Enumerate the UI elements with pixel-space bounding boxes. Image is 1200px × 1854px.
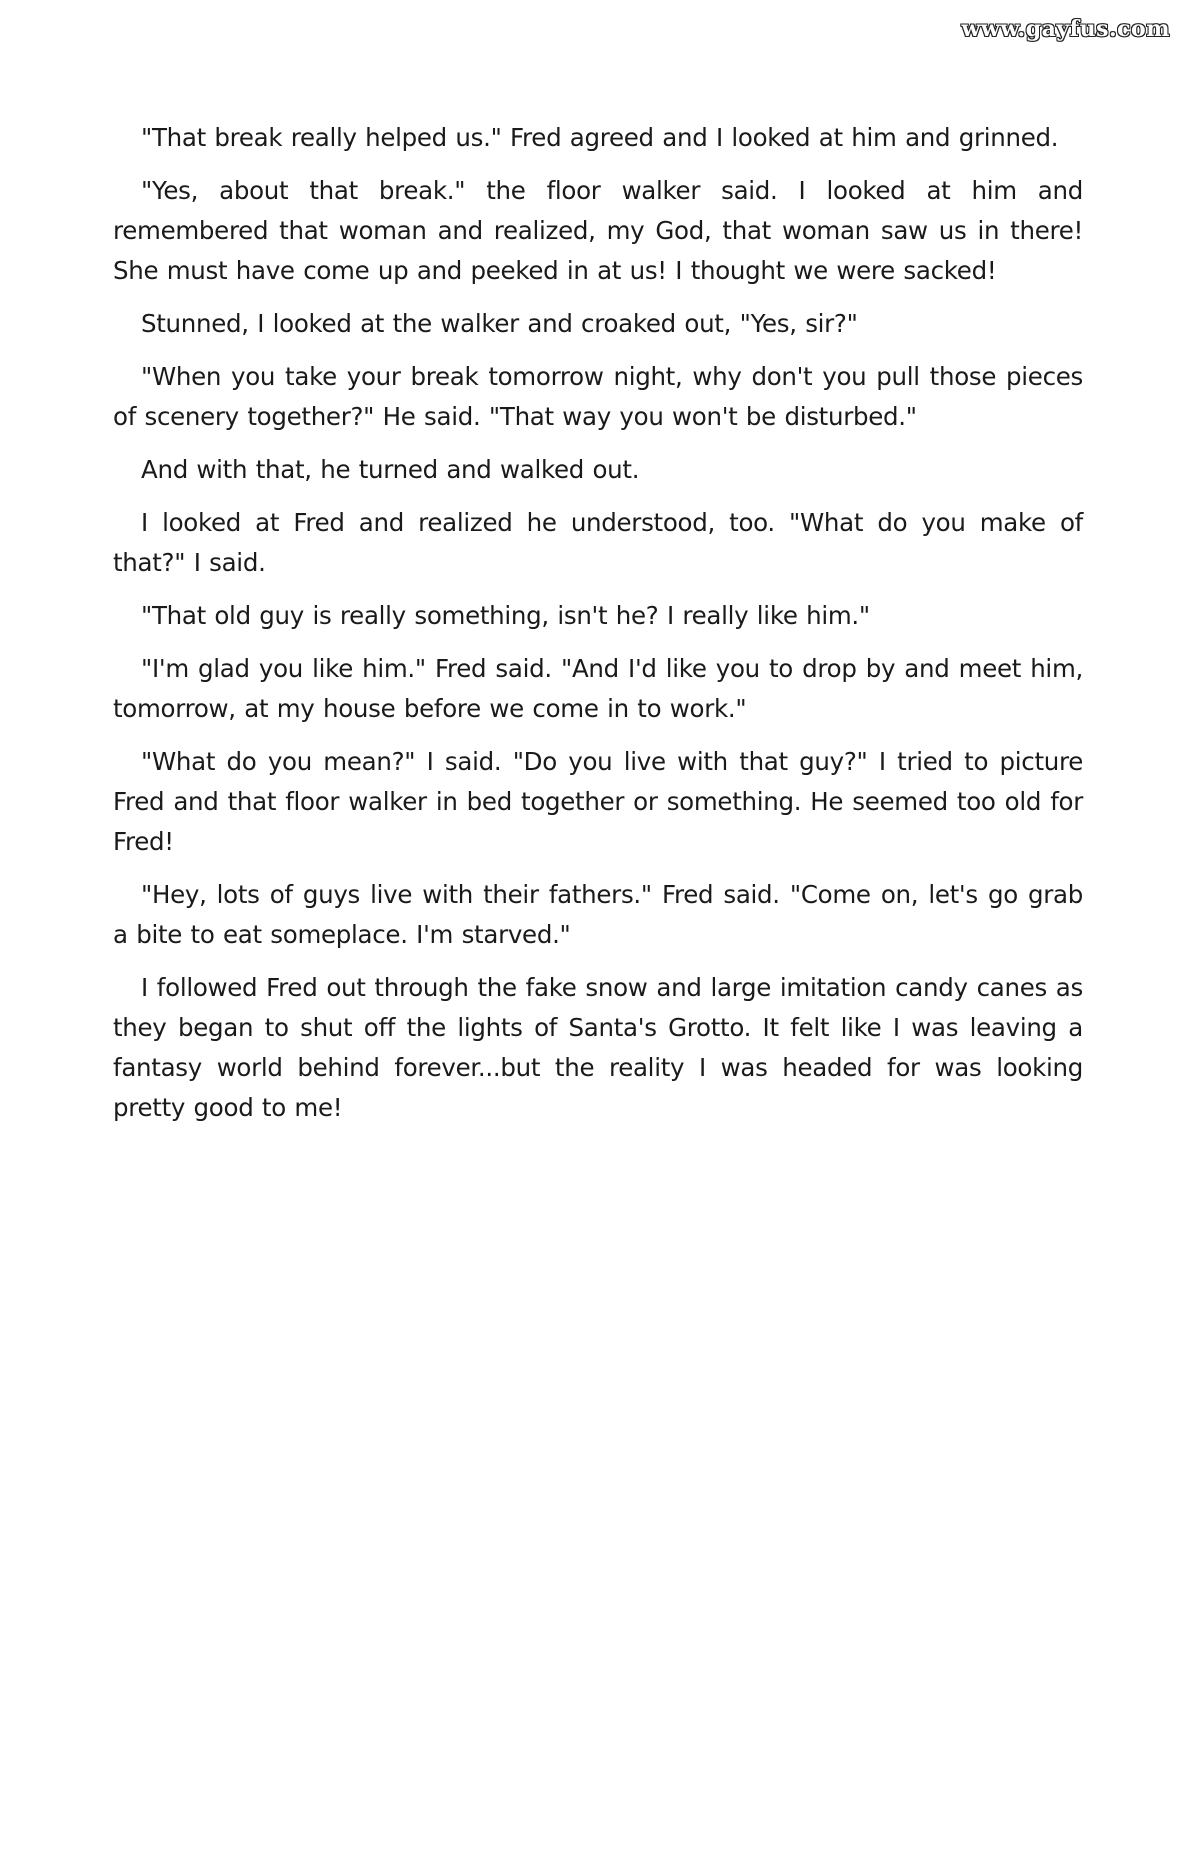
paragraph-10: "Hey, lots of guys live with their fathers." Fred said. "Come on, let's go grab a bite to eat someplace. I'm starved." <box>113 880 1083 949</box>
paragraph-1: "That break really helped us." Fred agreed and I looked at him and grinned. <box>141 123 1059 152</box>
paragraph-8: "I'm glad you like him." Fred said. "And I'd like you to drop by and meet him, tomorrow, at my house before we come in to work." <box>113 654 1083 723</box>
paragraph-11: I followed Fred out through the fake snow and large imitation candy canes as they began to shut off the lights of Santa's Grotto. It felt like I was leaving a fantasy world behind forever...but the reality I was headed for was looking pretty good to me! <box>113 973 1083 1122</box>
paragraph-6: I looked at Fred and realized he understood, too. "What do you make of that?" I said. <box>113 508 1083 577</box>
site-watermark: www.gayfus.com <box>961 16 1170 42</box>
paragraph-4: "When you take your break tomorrow night, why don't you pull those pieces of scenery together?" He said. "That way you won't be disturbed." <box>113 362 1083 431</box>
paragraph-3: Stunned, I looked at the walker and croaked out, "Yes, sir?" <box>141 309 858 338</box>
paragraph-9: "What do you mean?" I said. "Do you live with that guy?" I tried to picture Fred and that floor walker in bed together or something. He seemed too old for Fred! <box>113 747 1083 856</box>
paragraph-5: And with that, he turned and walked out. <box>141 455 640 484</box>
paragraph-7: "That old guy is really something, isn't he? I really like him." <box>141 601 870 630</box>
paragraph-2: "Yes, about that break." the floor walker said. I looked at him and remembered that woman and realized, my God, that woman saw us in there! She must have come up and peeked in at us! I thought we were sacked! <box>113 176 1083 285</box>
story-text <box>113 118 1083 1141</box>
